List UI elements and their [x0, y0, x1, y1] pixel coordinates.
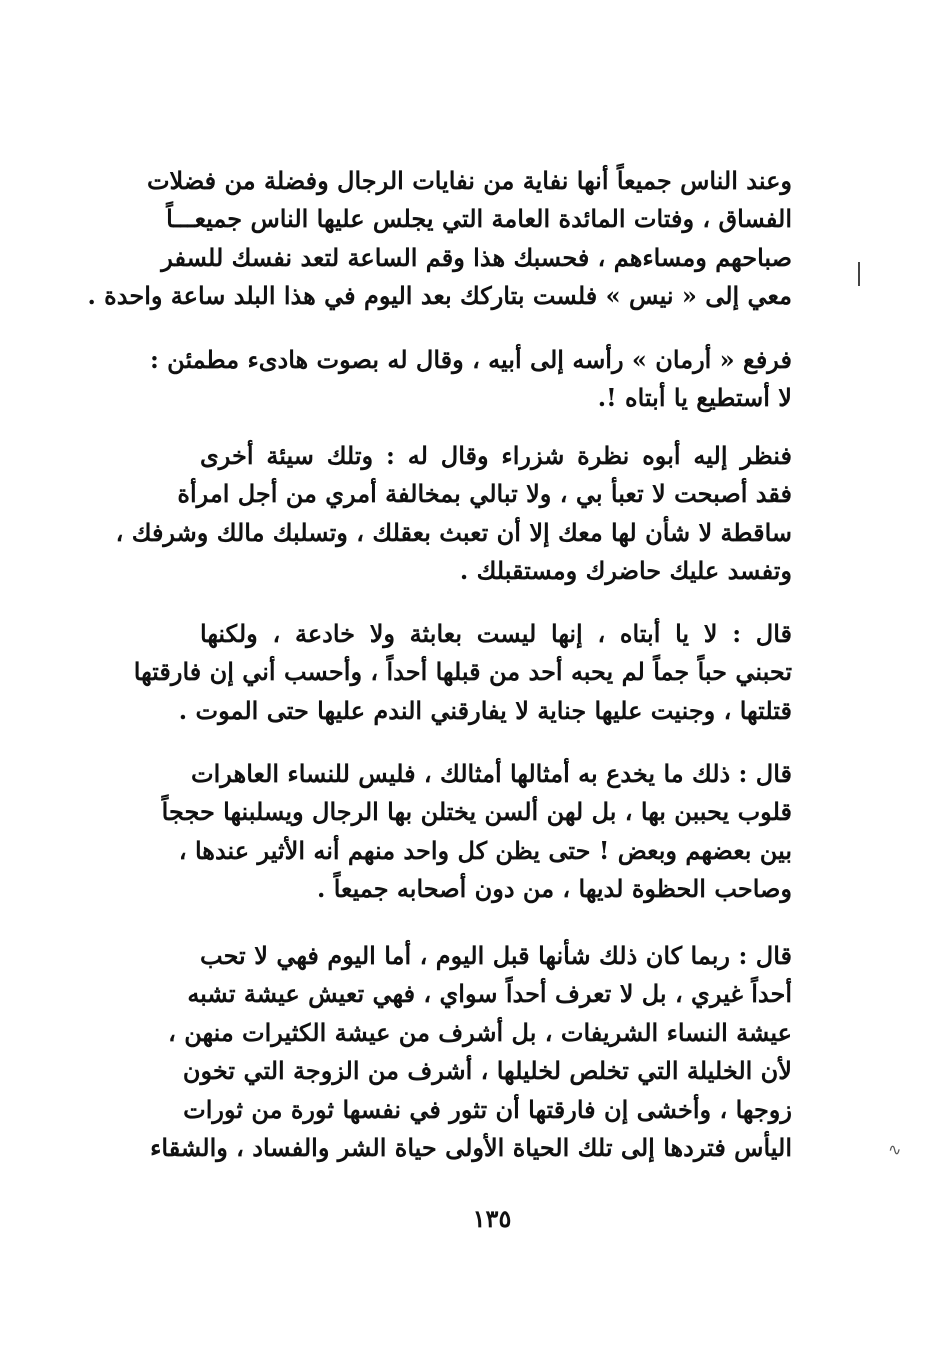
paragraph-line: صباحهم ومساءهم ، فحسبك هذا وقم الساعة لتعد نفسك للسفر [161, 242, 792, 272]
paragraph-line: لا أستطيع يا أبتاه !. [597, 383, 792, 413]
paragraph-line: تحبني حباً جماً لم يحبه أحد من قبلها أحداً ، وأحسب أني إن فارقتها [133, 657, 792, 687]
paragraph-5 [161, 755, 792, 909]
paragraph-line: قلوب يحببن بها ، بل لهن ألسن يختلن بها الرجال ويسلبنها حججاً [161, 797, 792, 827]
paragraph-line: قال : ذلك ما يخدع به أمثالها أمثالك ، فليس للنساء العاهرات [191, 759, 792, 788]
paragraph-line: فرفع « أرمان » رأسه إلى أبيه ، وقال له بصوت هادىء مطمئن : [149, 345, 792, 374]
paragraph-6 [150, 937, 793, 1167]
paragraph-line: فقد أصبحت لا تعبأ بي ، ولا تبالي بمخالفة أمري من أجل امرأة [177, 479, 792, 509]
paragraph-line: الفساق ، وفتات المائدة العامة التي يجلس عليها الناس جميعـــاً [166, 204, 792, 234]
paragraph-3 [115, 437, 792, 591]
paragraph-line: فنظر إليه أبوه نظرة شزراء وقال له : وتلك سيئة أخرى [200, 441, 792, 470]
paragraph-line: زوجها ، وأخشى إن فارقتها أن تثور في نفسها ثورة من ثورات [183, 1094, 792, 1124]
paragraph-line: أحداً غيري ، بل لا تعرف أحداً سواي ، فهي تعيش عيشة تشبه [187, 979, 792, 1009]
paragraph-line: لأن الخليلة التي تخلص لخليلها ، أشرف من الزوجة التي تخون [182, 1056, 792, 1086]
paragraph-line: عيشة النساء الشريفات ، بل أشرف من عيشة الكثيرات منهن ، [168, 1017, 792, 1047]
margin-tick-mark [858, 262, 860, 286]
paragraph-line: وعند الناس جميعاً أنها نفاية من نفايات الرجال وفضلة من فضلات [146, 166, 792, 195]
paragraph-line: بين بعضهم وبعض ! حتى يظن كل واحد منهم أنه الأثير عندها ، [178, 835, 792, 865]
paragraph-1 [87, 162, 792, 316]
page-number: ١٣٥ [472, 1204, 512, 1233]
paragraph-line: وتفسد عليك حاضرك ومستقبلك . [459, 556, 792, 586]
paragraph-line: قال : لا يا أبتاه ، إنها ليست بعابثة ولا خادعة ، ولكنها [200, 619, 792, 648]
paragraph-line: اليأس فتردها إلى تلك الحياة الأولى حياة الشر والفساد ، والشقاء [150, 1132, 792, 1162]
paragraph-2 [149, 341, 792, 418]
paragraph-line: ساقطة لا شأن لها معك إلا أن تعبث بعقلك ، وتسلبك مالك وشرفك ، [115, 517, 792, 547]
paragraph-line: قتلتها ، وجنيت عليها جناية لا يفارقني الندم عليها حتى الموت . [178, 695, 792, 725]
paragraph-line: قال : ربما كان ذلك شأنها قبل اليوم ، أما اليوم فهي لا تحب [200, 941, 793, 970]
paragraph-4 [133, 615, 792, 730]
paragraph-line: وصاحب الحظوة لديها ، من دون أصحابه جميعاً . [317, 874, 792, 904]
margin-squiggle-mark: ∿ [888, 1140, 902, 1159]
paragraph-line: معي إلى « نيس » فلست بتاركك بعد اليوم في هذا البلد ساعة واحدة . [87, 281, 792, 311]
